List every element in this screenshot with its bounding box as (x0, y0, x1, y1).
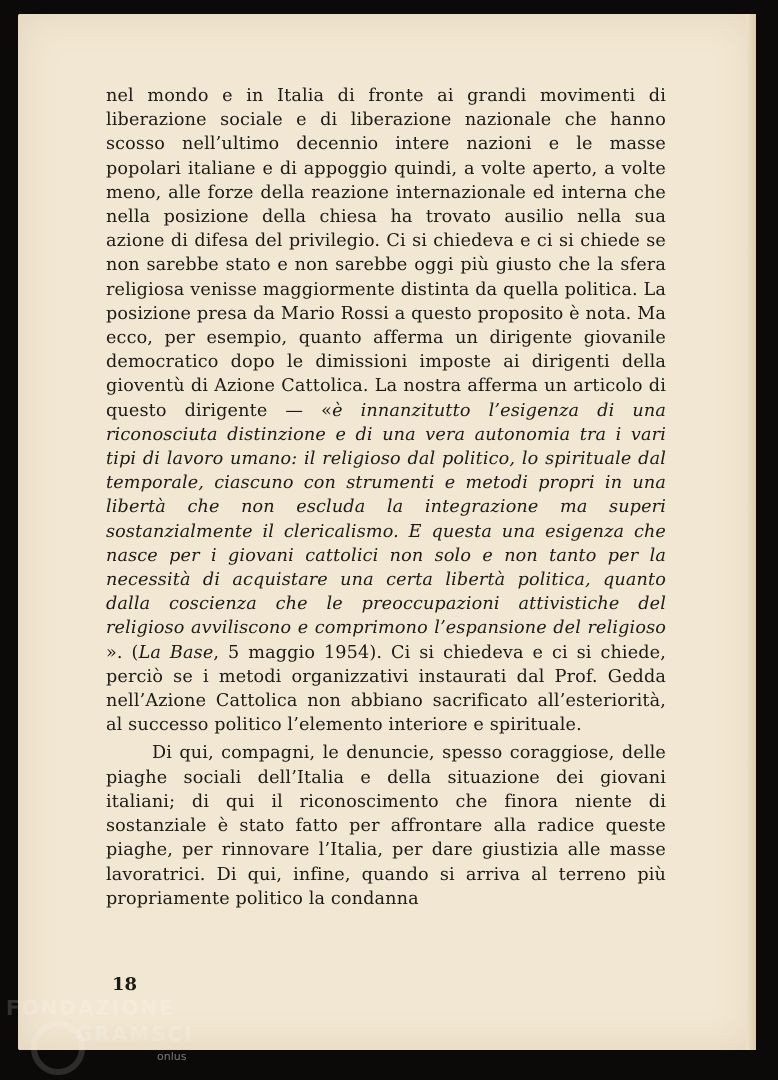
body-text (106, 84, 666, 911)
source-title: La Base (138, 642, 214, 663)
watermark-onlus: onlus (157, 1050, 187, 1063)
watermark-line-1: FONDAZIONE (6, 996, 175, 1020)
quotation: è innanzitutto l’esigenza di una riconosciuta distinzione e di una vera autonomia tra i vari tipi di lavoro umano: il religioso dal politico, lo spirituale dal temporale, ciascuno con strumenti e metodi propri in una libertà che non escluda la integrazione ma superi sostanzialmente il clericalismo. E questa una esigenza che nasce per i giovani cattolici non solo e non tanto per la necessità di acquistare una certa libertà politica, quanto dalla coscienza che le preoccupazioni attivistiche del religioso avviliscono e comprimono l’espansione del religioso (106, 400, 666, 639)
page-number: 18 (112, 974, 138, 995)
watermark-logo-icon (0, 990, 200, 1080)
paragraph-1 (106, 84, 666, 737)
watermark-line-2: GRAMSCI (76, 1022, 194, 1046)
book-page (18, 14, 756, 1050)
quote-close: ». ( (106, 642, 139, 663)
source-date: , 5 maggio 1954). (213, 642, 391, 663)
paragraph-1-end: Ci si chiedeva e ci si chiede, perciò se i metodi organizzativi instaurati dal Prof. Gedda nell’Azione Cattolica non abbiano sacrificato all’esteriorità, al successo politico l’elemento interiore e spirituale. (106, 642, 666, 736)
paragraph-1-text: nel mondo e in Italia di fronte ai grandi movimenti di liberazione sociale e di liberazione nazionale che hanno scosso nell’ultimo decennio intere nazioni e le masse popolari italiane e di appoggio quindi, a volte aperto, a volte meno, alle forze della reazione internazionale ed interna che nella posizione della chiesa ha trovato ausilio nella sua azione di difesa del privilegio. Ci si chiedeva e ci si chiede se non sarebbe stato e non sarebbe oggi più giusto che la sfera religiosa venisse maggiormente distinta da quella politica. La posizione presa da Mario Rossi a questo proposito è nota. Ma ecco, per esempio, quanto afferma un dirigente giovanile democratico dopo le dimissioni imposte ai dirigenti della gioventù di Azione Cattolica. La nostra afferma un articolo di questo dirigente — « (106, 86, 666, 421)
page-edge (746, 14, 756, 1050)
paragraph-2: Di qui, compagni, le denuncie, spesso coraggiose, delle piaghe sociali dell’Italia e della situazione dei giovani italiani; di qui il riconoscimento che finora niente di sostanziale è stato fatto per affrontare alla radice queste piaghe, per rinnovare l’Italia, per dare giustizia alle masse lavoratrici. Di qui, infine, quando si arriva al terreno più propriamente politico la condanna (106, 743, 666, 909)
